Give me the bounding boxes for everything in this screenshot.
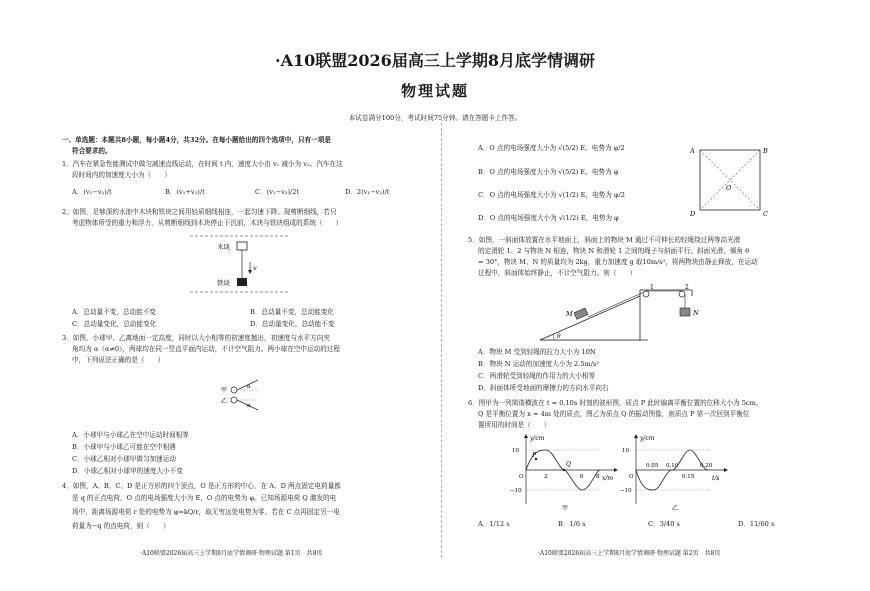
q5-option-b: B．物块 N 运动的加速度大小为 2.5m/s² <box>478 360 600 368</box>
q5-label-theta: θ <box>557 333 561 340</box>
vib-xtick-010: 0.10 <box>666 463 679 469</box>
q5-stem-2: 的定滑轮 1、2 与物块 N 相连，物块 N 和滑轮 1 之间的绳子与斜面平行。斜面光滑，倾角 θ <box>478 247 750 255</box>
q2-stem-2: 考虑物体所受的重力和浮力，从剪断细线到木块停止下沉前，木块与铁块组成的系统（ ） <box>72 219 343 227</box>
q2-option-b: B．总动量不变，总动能变化 <box>250 308 334 316</box>
q4-option-a: A．O 点的电场强度大小为 √(5/2) E，电势为 φ/2 <box>478 144 625 152</box>
q5-option-a: A．物块 M 受到轻绳的拉力大小为 10N <box>478 348 596 356</box>
q3-stem-3: 中，下列说法正确的是（ ） <box>72 356 165 364</box>
q6-vibration-chart <box>620 430 730 512</box>
q5-option-d: D．斜面体所受地面的摩擦力的方向水平向右 <box>478 384 609 392</box>
vib-ylabel: y/cm <box>640 435 655 442</box>
q5-incline-figure <box>530 280 710 344</box>
q3-stem: 3．如图，小球甲、乙离地面一定高度，同时以大小相等的初速度抛出，初速度与水平方向夹 <box>62 334 330 342</box>
q3-option-c: C．小球乙相对小球甲做匀加速运动 <box>72 455 176 463</box>
q4-stem-3: 场中，距离场源电荷 r 处的电势为 φ=kQ/r，取无穷远处电势为零。若在 C 点再固定另一电 <box>72 508 340 516</box>
q6-option-b: B．1/6 s <box>558 520 586 528</box>
q4-square-figure <box>688 144 772 220</box>
q1-stem-2: 段时间内的加速度大小为（ ） <box>72 171 171 179</box>
wave-xtick-6: 6 <box>580 474 584 480</box>
q2-figure <box>190 228 290 298</box>
q5-label-n: N <box>693 309 699 317</box>
q2-option-a: A．总动量不变，总动能不变 <box>72 308 156 316</box>
exam-note: 本试卷满分100分，考试时间75分钟。请在答题卡上作答。 <box>348 114 522 122</box>
square-label-a: A <box>690 147 695 155</box>
q4-stem-2: 是 q 的正点电荷，O 点的电场强度大小为 E，O 点的电势为 φ。已知场源电荷 Q 激发的电 <box>72 494 337 502</box>
right-footer: ·A10联盟2026届高三上学期8月底学情调研·物理试题 第2页 共8页 <box>538 550 721 557</box>
q6-option-c: C．3/40 s <box>648 520 680 528</box>
wave-ytick-neg10: −10 <box>510 488 522 494</box>
q1-stem: 1．汽车在紧急性能测试中做匀减速直线运动，在时间 t 内，速度大小由 v₁ 减小为 v₂。汽车在这 <box>62 160 343 168</box>
vib-xlabel: t/s <box>712 475 720 482</box>
exam-title: ·A10联盟2026届高三上学期8月底学情调研 <box>275 51 595 70</box>
section-heading-2: 符合要求的。 <box>72 147 112 155</box>
left-footer: ·A10联盟2026届高三上学期8月底学情调研·物理试题 第1页 共8页 <box>140 550 323 557</box>
q2-option-c: C．总动量变化，总动能变化 <box>72 320 157 328</box>
q5-label-pulley-1: 1 <box>650 284 654 291</box>
wave-origin: O <box>519 474 524 480</box>
q3-label-alpha-1: α <box>247 384 251 390</box>
q3-option-a: A．小球甲与小球乙在空中运动时间相等 <box>72 431 189 439</box>
q1-option-d: D．2(v₁−v₂)/t <box>345 188 390 196</box>
q1-option-b: B．(v₁+v₂)/t <box>165 188 205 196</box>
wave-ytick-10: 10 <box>512 448 519 454</box>
vib-caption: 乙 <box>672 505 679 512</box>
exam-subtitle: 物理试题 <box>400 82 469 100</box>
vib-xtick-020: 0.20 <box>700 463 713 469</box>
page-divider <box>441 118 442 558</box>
q6-stem-3: 置所用的时间是（ ） <box>478 421 551 429</box>
q3-stem-2: 角均为 α（α≠0），两球均在同一竖直平面内运动，不计空气阻力。两小球在空中运动的过程 <box>72 345 340 353</box>
q6-option-d: D．11/60 s <box>738 520 775 528</box>
wave-xtick-8: 8 <box>596 474 600 480</box>
q2-option-d: D．总动量变化，总动能不变 <box>250 320 335 328</box>
q3-label-jia: 甲 <box>221 387 228 394</box>
q3-label-yi: 乙 <box>221 398 228 405</box>
q5-option-c: C．两滑轮受到轻绳的作用力的大小相等 <box>478 372 596 380</box>
q3-label-alpha-2: α <box>247 403 251 409</box>
q4-option-b: B．O 点的电场强度大小为 √(5/2) E，电势为 φ <box>478 168 619 176</box>
wave-point-p: P <box>532 452 537 459</box>
q5-label-m: M <box>566 310 573 318</box>
wave-xlabel: x/m <box>602 475 614 482</box>
square-label-c: C <box>763 210 768 218</box>
q2-label-iron: 铁块 <box>217 279 230 287</box>
section-heading: 一、单选题：本题共8小题，每小题4分，共32分。在每小题给出的四个选项中，只有一项是 <box>62 136 331 144</box>
q4-stem: 4．如图，A、B、C、D 是正方形的四个顶点，O 是正方形的中心，在 A、D 两点固定电荷量都 <box>62 482 341 490</box>
q2-label-v: v <box>253 264 257 272</box>
q5-label-pulley-2: 2 <box>685 284 689 291</box>
q3-figure <box>218 378 268 414</box>
q6-stem-2: Q 是平衡位置为 x = 4m 处的质点，图乙为质点 Q 的振动图像，则质点 P 第一次回到平衡位 <box>478 410 750 418</box>
q1-option-c: C．(v₁−v₂)/2t <box>255 188 300 196</box>
vib-xtick-005: 0.05 <box>646 463 659 469</box>
q4-option-c: C．O 点的电场强度大小为 √(1/2) E，电势为 φ/2 <box>478 191 625 199</box>
wave-caption: 甲 <box>562 505 569 512</box>
square-label-b: B <box>763 147 768 155</box>
q3-option-b: B．小球甲与小球乙可能在空中相遇 <box>72 443 176 451</box>
q6-option-a: A．1/12 s <box>478 520 510 528</box>
vib-xtick-015: 0.15 <box>682 474 695 480</box>
q2-stem: 2．如图，足够深的水池中木块和铁块之间用轻质细线相连，一起匀速下降。现剪断细线，若只 <box>62 208 337 216</box>
q6-stem: 6．图甲为一列简谐横波在 t = 0.10s 时刻的波形图，质点 P 此时偏离平衡位置的位移大小为 5cm， <box>468 399 763 407</box>
vib-origin: O <box>629 474 634 480</box>
wave-xtick-2: 2 <box>544 474 548 480</box>
vib-ytick-10: 10 <box>622 448 629 454</box>
q4-option-d: D．O 点的电场强度大小为 √(1/2) E，电势为 φ <box>478 214 619 222</box>
wave-ylabel: y/cm <box>530 435 545 442</box>
q5-stem: 5．如图，一斜面体放置在水平地面上，斜面上的物块 M 通过不可伸长的轻绳绕过两等高光滑 <box>468 236 741 244</box>
vib-ytick-neg10: −10 <box>620 488 632 494</box>
q1-option-a: A．(v₁−v₂)/t <box>72 188 112 196</box>
q5-stem-4: 过程中，斜面体始终静止，不计空气阻力。则（ ） <box>478 269 637 277</box>
wave-point-q: Q <box>566 461 571 468</box>
q6-wave-chart <box>510 430 620 512</box>
q5-stem-3: = 30°，物块 M、N 的质量均为 2kg，重力加速度 g 取10m/s²，将两物块由静止释放，在运动 <box>478 258 758 266</box>
q4-stem-4: 荷量为−q 的点电荷，则（ ） <box>72 522 170 530</box>
square-label-o: O <box>726 184 732 192</box>
q2-label-wood: 木块 <box>217 243 230 251</box>
q3-option-d: D．小球乙相对小球甲的速度大小不变 <box>72 467 183 475</box>
square-label-d: D <box>690 210 696 218</box>
